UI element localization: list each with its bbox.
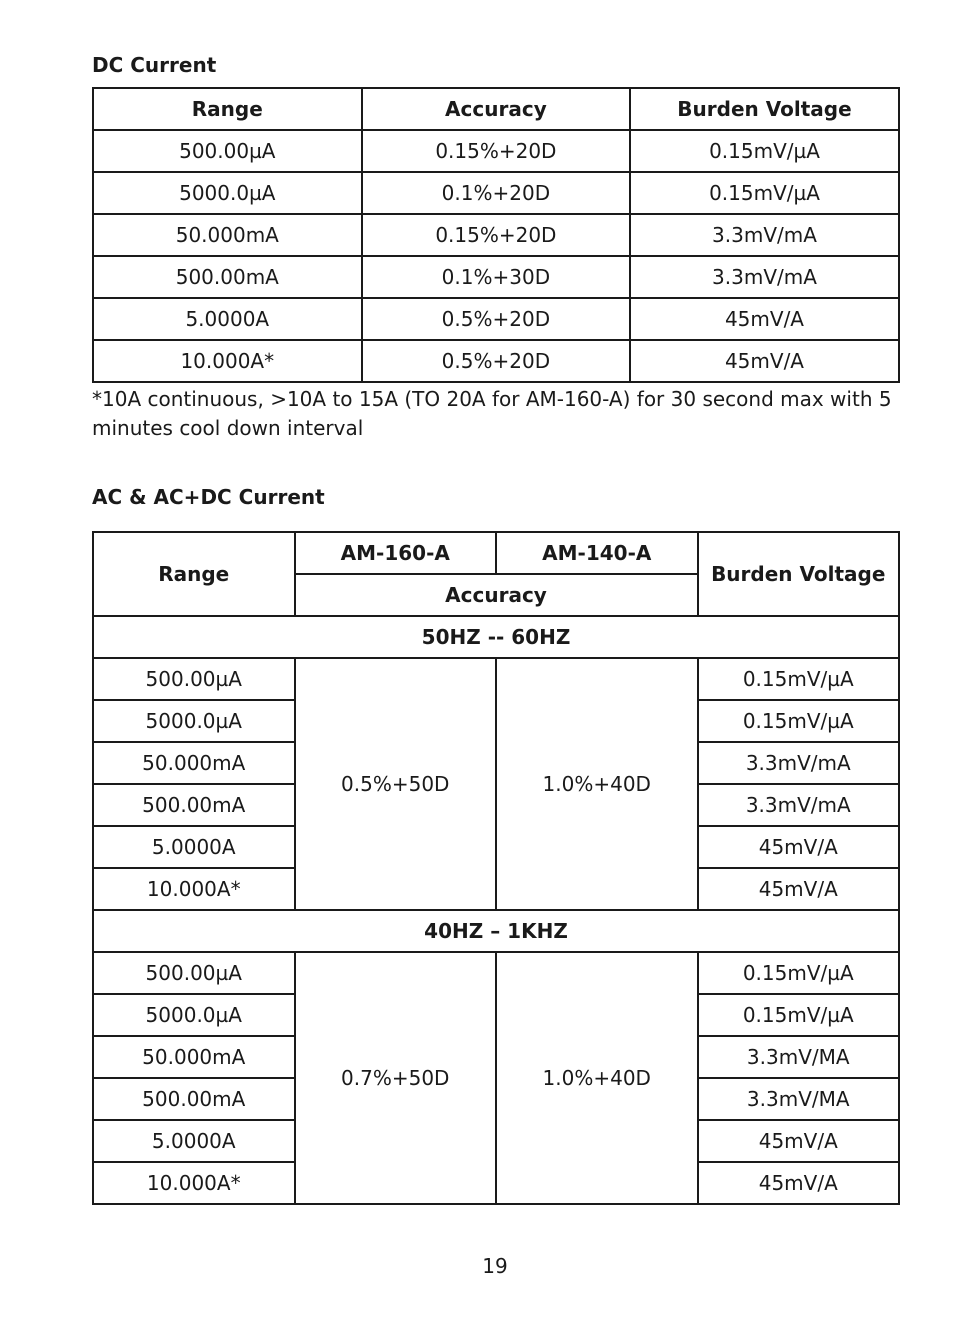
range-cell: 500.00mA [93, 784, 295, 826]
table-row [93, 658, 899, 700]
frequency-band-label: 50HZ -- 60HZ [93, 616, 899, 658]
burden-voltage-header: Burden Voltage [630, 88, 899, 130]
burden-voltage-cell: 3.3mV/mA [698, 784, 900, 826]
table-row [93, 256, 899, 298]
burden-voltage-cell: 45mV/A [630, 340, 899, 382]
burden-voltage-cell: 45mV/A [698, 1162, 900, 1204]
range-cell: 50.000mA [93, 1036, 295, 1078]
burden-voltage-cell: 3.3mV/MA [698, 1078, 900, 1120]
table-row [93, 340, 899, 382]
accuracy-cell: 0.1%+30D [362, 256, 631, 298]
burden-voltage-cell: 45mV/A [698, 868, 900, 910]
range-header: Range [93, 88, 362, 130]
dc-current-heading: DC Current [92, 53, 217, 77]
range-cell: 5.0000A [93, 1120, 295, 1162]
ac-current-heading: AC & AC+DC Current [92, 485, 325, 509]
range-cell: 5.0000A [93, 298, 362, 340]
range-cell: 500.00µA [93, 952, 295, 994]
range-cell: 500.00µA [93, 130, 362, 172]
burden-voltage-cell: 0.15mV/µA [698, 952, 900, 994]
accuracy-cell: 0.5%+20D [362, 340, 631, 382]
burden-voltage-cell: 0.15mV/µA [698, 994, 900, 1036]
accuracy-header: Accuracy [295, 574, 698, 616]
frequency-band-label: 40HZ – 1KHZ [93, 910, 899, 952]
accuracy-am160-cell: 0.5%+50D [295, 658, 497, 910]
model-am140-header: AM-140-A [496, 532, 698, 574]
burden-voltage-cell: 3.3mV/mA [630, 256, 899, 298]
accuracy-cell: 0.1%+20D [362, 172, 631, 214]
table-row [93, 298, 899, 340]
accuracy-cell: 0.15%+20D [362, 214, 631, 256]
burden-voltage-cell: 3.3mV/MA [698, 1036, 900, 1078]
dc-footnote: *10A continuous, >10A to 15A (TO 20A for AM-160-A) for 30 second max with 5 minutes cool down interval [92, 387, 892, 440]
burden-voltage-cell: 3.3mV/mA [698, 742, 900, 784]
table-row [93, 172, 899, 214]
accuracy-header: Accuracy [362, 88, 631, 130]
range-header: Range [93, 532, 295, 616]
range-cell: 50.000mA [93, 214, 362, 256]
range-cell: 500.00mA [93, 1078, 295, 1120]
burden-voltage-cell: 0.15mV/µA [698, 700, 900, 742]
model-am160-header: AM-160-A [295, 532, 497, 574]
accuracy-am140-cell: 1.0%+40D [496, 952, 698, 1204]
range-cell: 10.000A* [93, 1162, 295, 1204]
range-cell: 50.000mA [93, 742, 295, 784]
range-cell: 10.000A* [93, 868, 295, 910]
range-cell: 10.000A* [93, 340, 362, 382]
table-row [93, 214, 899, 256]
table-row [93, 952, 899, 994]
range-cell: 500.00µA [93, 658, 295, 700]
burden-voltage-cell: 45mV/A [698, 1120, 900, 1162]
accuracy-cell: 0.5%+20D [362, 298, 631, 340]
burden-voltage-cell: 45mV/A [698, 826, 900, 868]
burden-voltage-cell: 45mV/A [630, 298, 899, 340]
range-cell: 5000.0µA [93, 172, 362, 214]
range-cell: 5000.0µA [93, 994, 295, 1036]
burden-voltage-cell: 3.3mV/mA [630, 214, 899, 256]
burden-voltage-cell: 0.15mV/µA [630, 172, 899, 214]
accuracy-am160-cell: 0.7%+50D [295, 952, 497, 1204]
range-cell: 5.0000A [93, 826, 295, 868]
page-number: 19 [482, 1254, 508, 1278]
table-header-row [93, 532, 899, 574]
table-header-row [93, 88, 899, 130]
band-row [93, 616, 899, 658]
burden-voltage-cell: 0.15mV/µA [698, 658, 900, 700]
ac-current-table [92, 531, 900, 1205]
dc-current-table [92, 87, 900, 383]
table-row [93, 130, 899, 172]
accuracy-cell: 0.15%+20D [362, 130, 631, 172]
burden-voltage-header: Burden Voltage [698, 532, 900, 616]
range-cell: 500.00mA [93, 256, 362, 298]
burden-voltage-cell: 0.15mV/µA [630, 130, 899, 172]
range-cell: 5000.0µA [93, 700, 295, 742]
band-row [93, 910, 899, 952]
accuracy-am140-cell: 1.0%+40D [496, 658, 698, 910]
